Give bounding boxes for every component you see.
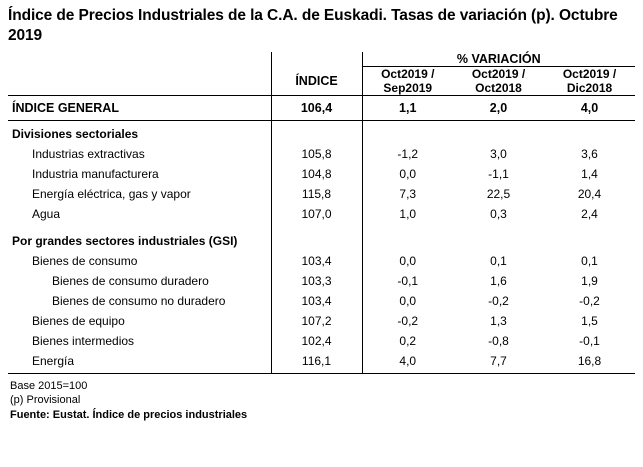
row-v3: 1,4 xyxy=(581,167,598,181)
row-label: Energía xyxy=(8,351,271,374)
row-v2: -0,8 xyxy=(488,334,509,348)
row-v3: 4,0 xyxy=(544,96,635,121)
footnote-provisional: (p) Provisional xyxy=(10,394,81,406)
row-v3: 0,1 xyxy=(581,254,598,268)
row-label: ÍNDICE GENERAL xyxy=(8,96,271,121)
row-v1: -1,2 xyxy=(397,147,419,161)
row-v2: 2,0 xyxy=(453,96,544,121)
row-v2: 7,7 xyxy=(453,351,544,374)
table-row xyxy=(8,144,635,164)
row-label: Agua xyxy=(32,207,61,221)
section-index-cell xyxy=(271,228,362,251)
row-index: 107,0 xyxy=(271,204,362,224)
header-index-spacer xyxy=(271,52,362,67)
header-col-v2-line1: Oct2019 / xyxy=(471,67,526,81)
row-v1: 0,0 xyxy=(399,294,417,308)
header-col-v1-line1: Oct2019 / xyxy=(381,67,435,81)
row-v3: 16,8 xyxy=(544,351,635,374)
section-v2-cell xyxy=(453,228,544,251)
row-v2: 0,1 xyxy=(490,254,507,268)
row-v1: 0,2 xyxy=(399,334,417,348)
header-col-v3-line1: Oct2019 / xyxy=(562,67,617,81)
row-v3: 3,6 xyxy=(581,147,598,161)
row-index: 104,8 xyxy=(271,164,362,184)
row-v1: 0,0 xyxy=(399,254,417,268)
row-index: 103,3 xyxy=(271,271,362,291)
header-corner-empty xyxy=(8,52,271,67)
row-v2: 3,0 xyxy=(490,147,507,161)
header-col-v2-line2: Oct2018 xyxy=(475,81,522,95)
footnote-base: Base 2015=100 xyxy=(10,380,88,392)
section-label: Por grandes sectores industriales (GSI) xyxy=(12,234,238,248)
section-index-cell xyxy=(271,121,362,145)
row-label: Bienes de consumo xyxy=(32,254,138,268)
ipri-table xyxy=(8,52,635,374)
row-v1: 4,0 xyxy=(362,351,453,374)
row-label: Bienes de equipo xyxy=(32,314,125,328)
row-v3: 1,9 xyxy=(581,274,598,288)
row-v1: 1,0 xyxy=(399,207,417,221)
page-title: Índice de Precios Industriales de la C.A. de Euskadi. Tasas de variación (p). Octubre 2019 xyxy=(8,7,618,44)
footnote-source: Fuente: Eustat. Índice de precios industriales xyxy=(10,409,248,421)
section-v3-cell xyxy=(544,121,635,145)
footnotes xyxy=(8,379,635,422)
row-index: 107,2 xyxy=(271,311,362,331)
header-col-v1-line2: Sep2019 xyxy=(383,81,433,95)
section-v2-cell xyxy=(453,121,544,145)
header-col-v3-line2: Dic2018 xyxy=(566,81,613,95)
row-v3: -0,1 xyxy=(579,334,600,348)
row-index: 105,8 xyxy=(271,144,362,164)
row-index: 106,4 xyxy=(271,96,362,121)
section-v1-cell xyxy=(362,228,453,251)
table-body xyxy=(8,96,635,374)
table-section-header xyxy=(8,228,635,251)
section-v1-cell xyxy=(362,121,453,145)
row-v3: 20,4 xyxy=(577,187,602,201)
header-label-empty xyxy=(8,67,271,96)
section-label: Divisiones sectoriales xyxy=(12,127,139,141)
row-v1: -0,1 xyxy=(397,274,419,288)
table-row xyxy=(8,291,635,311)
row-v3: 1,5 xyxy=(581,314,598,328)
header-col-index: ÍNDICE xyxy=(271,67,362,96)
table-row xyxy=(8,251,635,271)
table-row xyxy=(8,311,635,331)
table-row xyxy=(8,184,635,204)
header-col-v2 xyxy=(453,67,544,96)
row-v1: 7,3 xyxy=(399,187,417,201)
row-v2: 1,6 xyxy=(490,274,507,288)
row-v3: 2,4 xyxy=(581,207,598,221)
table-row-general xyxy=(8,96,635,121)
row-label: Industria manufacturera xyxy=(32,167,159,181)
row-v2: 1,3 xyxy=(490,314,507,328)
row-v2: 0,3 xyxy=(490,207,507,221)
header-variacion-group: % VARIACIÓN xyxy=(362,52,635,67)
table-section-header xyxy=(8,121,635,145)
table-row xyxy=(8,204,635,224)
header-row-subcols xyxy=(8,67,635,96)
row-v2: 22,5 xyxy=(486,187,511,201)
table-row xyxy=(8,164,635,184)
row-v3: -0,2 xyxy=(579,294,600,308)
row-index: 102,4 xyxy=(271,331,362,351)
row-v2: -0,2 xyxy=(488,294,509,308)
row-index: 103,4 xyxy=(271,291,362,311)
row-index: 115,8 xyxy=(271,184,362,204)
row-index: 103,4 xyxy=(271,251,362,271)
header-col-v3 xyxy=(544,67,635,96)
row-label: Energía eléctrica, gas y vapor xyxy=(32,187,191,201)
section-v3-cell xyxy=(544,228,635,251)
row-label: Bienes intermedios xyxy=(32,334,135,348)
row-index: 116,1 xyxy=(271,351,362,374)
row-label: Bienes de consumo no duradero xyxy=(52,294,226,308)
table-row xyxy=(8,271,635,291)
header-row-group xyxy=(8,52,635,67)
table-row xyxy=(8,351,635,374)
row-v1: 1,1 xyxy=(362,96,453,121)
row-label: Industrias extractivas xyxy=(32,147,145,161)
row-v2: -1,1 xyxy=(488,167,509,181)
row-v1: 0,0 xyxy=(399,167,417,181)
header-col-v1 xyxy=(362,67,453,96)
table-row xyxy=(8,331,635,351)
row-v1: -0,2 xyxy=(397,314,419,328)
row-label: Bienes de consumo duradero xyxy=(52,274,209,288)
table-header xyxy=(8,52,635,96)
